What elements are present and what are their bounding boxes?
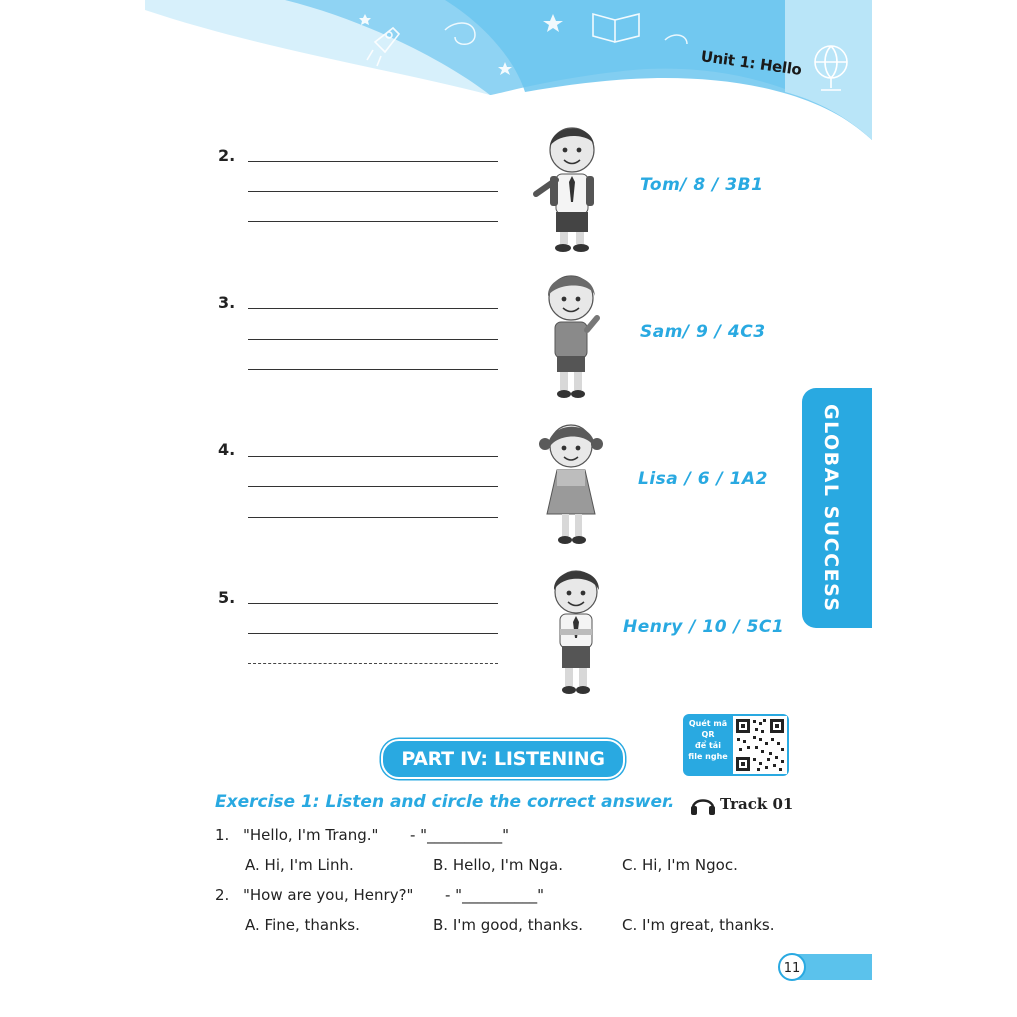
qr-text-line: để tải	[695, 741, 721, 750]
question-response: - "__________"	[445, 886, 544, 904]
writing-line	[248, 663, 498, 664]
question-prompt: "Hello, I'm Trang."	[243, 826, 379, 844]
answer-option[interactable]: A. Fine, thanks.	[245, 916, 360, 934]
qr-text-line: QR	[701, 730, 715, 739]
header-wave-decoration	[145, 0, 872, 150]
item-number: 3.	[218, 293, 236, 312]
headphones-icon	[690, 792, 716, 816]
writing-line	[248, 633, 498, 634]
qr-text-line: file nghe	[688, 752, 728, 761]
unit-title: Unit 1: Hello	[699, 47, 803, 80]
writing-line	[248, 339, 498, 340]
workbook-page	[145, 0, 872, 1017]
page-number: 11	[778, 953, 806, 981]
boy-henry-illustration	[543, 562, 613, 700]
item-number: 2.	[218, 146, 236, 165]
question-response: - "__________"	[410, 826, 509, 844]
item-number: 5.	[218, 588, 236, 607]
answer-option[interactable]: A. Hi, I'm Linh.	[245, 856, 354, 874]
part-title-banner: PART IV: LISTENING	[381, 739, 625, 779]
student-info-label: Henry / 10 / 5C1	[623, 617, 785, 637]
track-label: Track 01	[720, 795, 794, 813]
writing-line	[248, 517, 498, 518]
qr-instruction	[686, 718, 730, 762]
writing-line	[248, 369, 498, 370]
answer-option[interactable]: C. Hi, I'm Ngoc.	[622, 856, 738, 874]
girl-lisa-illustration	[535, 414, 610, 550]
student-info-label: Lisa / 6 / 1A2	[638, 469, 768, 489]
student-info-label: Tom/ 8 / 3B1	[640, 175, 764, 195]
writing-line	[248, 161, 498, 162]
item-number: 4.	[218, 440, 236, 459]
writing-line	[248, 603, 498, 604]
boy-sam-illustration	[535, 266, 610, 404]
answer-option[interactable]: B. Hello, I'm Nga.	[433, 856, 564, 874]
writing-line	[248, 486, 498, 487]
qr-text-line: Quét mã	[688, 719, 728, 728]
qr-code-icon[interactable]	[733, 716, 787, 774]
writing-line	[248, 308, 498, 309]
exercise-title: Exercise 1: Listen and circle the correct answer.	[215, 792, 675, 812]
side-tab-label: GLOBAL SUCCESS	[820, 403, 842, 613]
boy-tom-illustration	[530, 118, 610, 258]
question-number: 2.	[215, 886, 230, 904]
question-number: 1.	[215, 826, 230, 844]
answer-option[interactable]: B. I'm good, thanks.	[433, 916, 584, 934]
writing-line	[248, 191, 498, 192]
student-info-label: Sam/ 9 / 4C3	[640, 322, 766, 342]
question-prompt: "How are you, Henry?"	[243, 886, 414, 904]
writing-line	[248, 221, 498, 222]
answer-option[interactable]: C. I'm great, thanks.	[622, 916, 775, 934]
writing-line	[248, 456, 498, 457]
